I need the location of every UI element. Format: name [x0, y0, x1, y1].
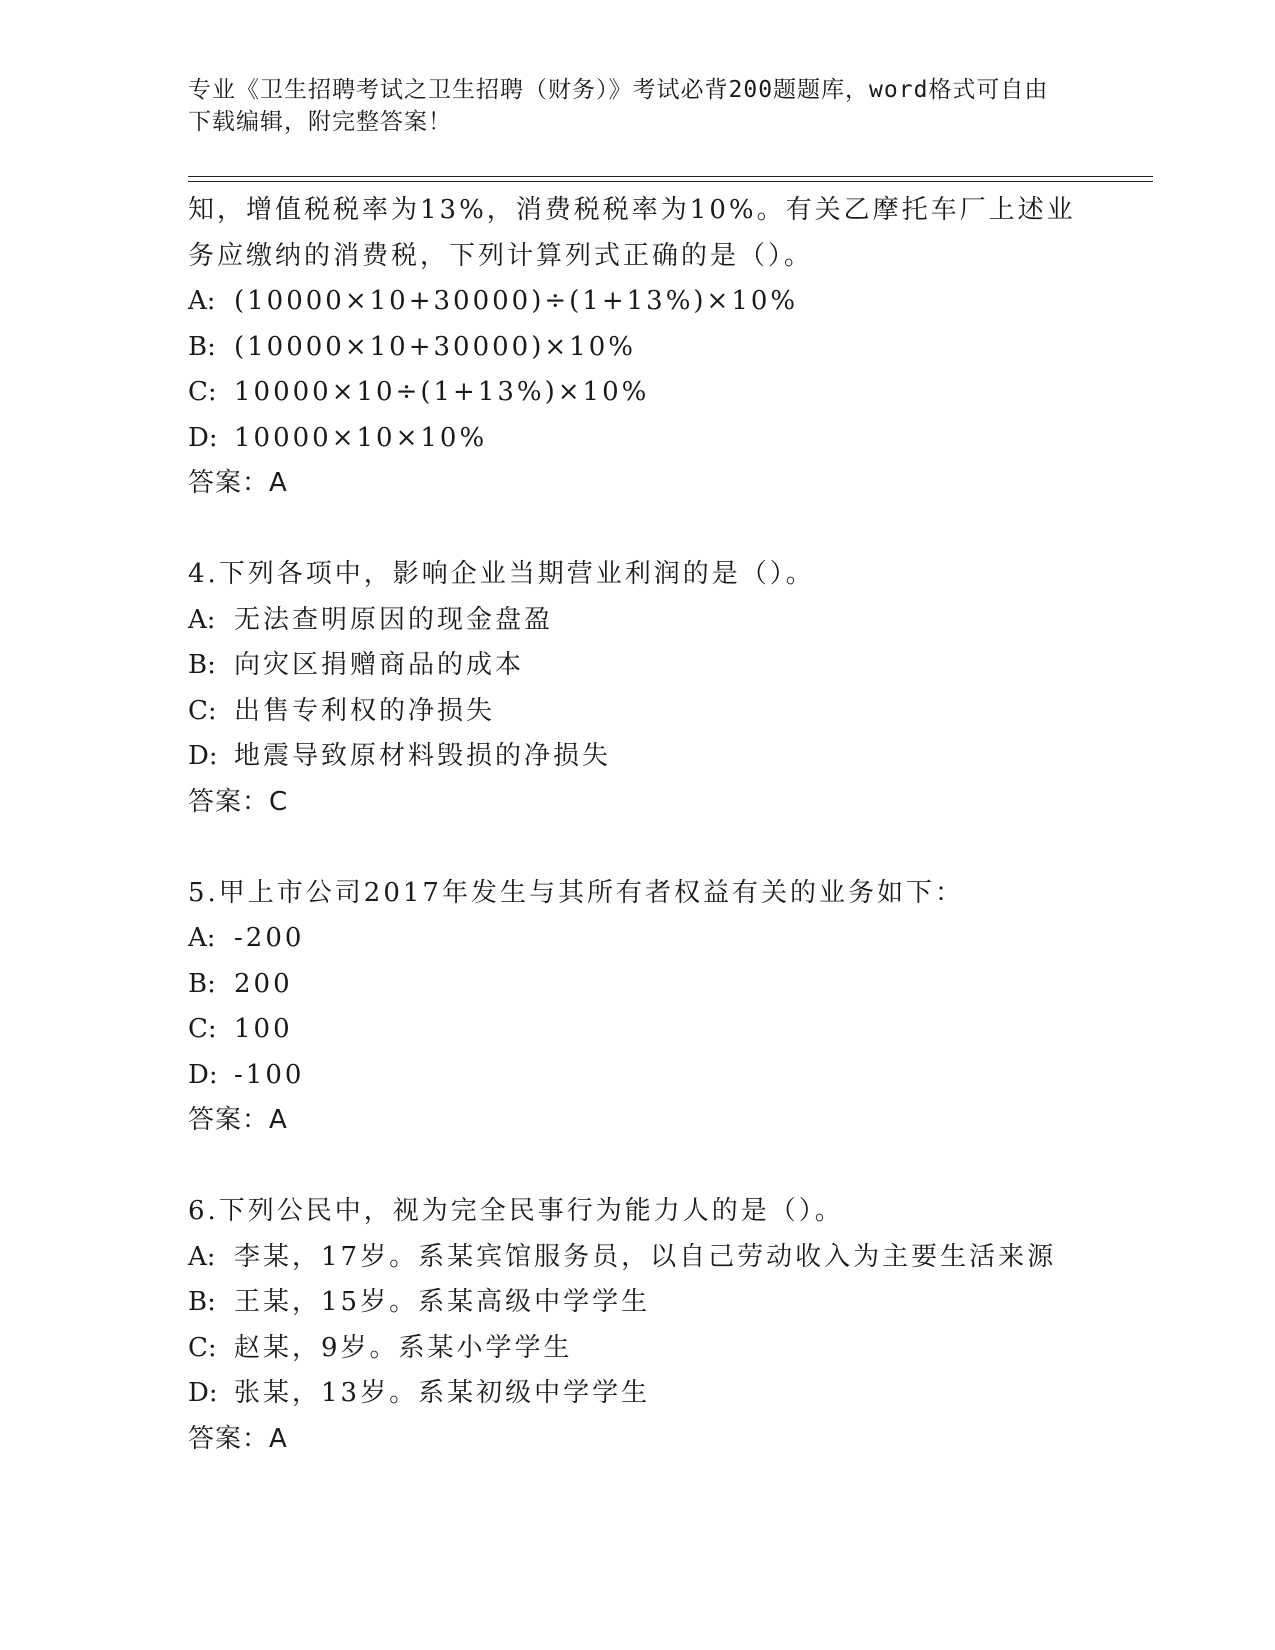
question-stem: 4.下列各项中，影响企业当期营业利润的是（）。: [188, 559, 815, 589]
option-key: C:: [188, 695, 217, 726]
spacer: [188, 507, 1128, 553]
option-b: [188, 1280, 1128, 1326]
question-stem: 6.下列公民中，视为完全民事行为能力人的是（）。: [188, 1196, 844, 1226]
option-text: 向灾区捐赠商品的成本: [234, 650, 525, 680]
question-6: [188, 1189, 1128, 1462]
answer: 答案：A: [188, 1105, 288, 1135]
option-text: 赵某，9岁。系某小学学生: [234, 1332, 573, 1363]
option-text: 王某，15岁。系某高级中学学生: [234, 1287, 651, 1317]
answer: 答案：A: [188, 1423, 288, 1454]
option-text: -100: [234, 1059, 305, 1090]
option-text: 出售专利权的净损失: [234, 695, 496, 726]
option-a: [188, 1235, 1128, 1281]
answer: 答案：C: [188, 786, 289, 817]
option-text: (10000×10+30000)×10%: [234, 331, 636, 362]
header-divider-top: [188, 176, 1153, 177]
option-a: [188, 598, 1128, 644]
option-d: [188, 416, 1128, 462]
question-3: [188, 188, 1128, 507]
question-stem: 5.甲上市公司2017年发生与其所有者权益有关的业务如下：: [188, 877, 964, 908]
option-key: D:: [188, 741, 218, 771]
option-key: A:: [188, 286, 216, 316]
option-text: 张某，13岁。系某初级中学学生: [234, 1378, 651, 1408]
option-text: 200: [234, 968, 293, 999]
option-c: [188, 1326, 1128, 1372]
option-a: [188, 916, 1128, 962]
option-key: B:: [188, 968, 216, 999]
option-a: [188, 279, 1128, 325]
option-b: [188, 325, 1128, 371]
option-d: [188, 734, 1128, 780]
option-key: C:: [188, 377, 217, 407]
option-key: D:: [188, 1378, 218, 1408]
option-text: 100: [234, 1014, 293, 1044]
question-5: [188, 871, 1128, 1144]
option-text: 李某，17岁。系某宾馆服务员，以自己劳动收入为主要生活来源: [234, 1241, 1057, 1272]
spacer: [188, 1144, 1128, 1190]
header-divider-bottom: [188, 181, 1153, 182]
option-key: D:: [188, 422, 218, 453]
option-text: (10000×10+30000)÷(1+13%)×10%: [234, 286, 799, 316]
option-key: C:: [188, 1332, 217, 1363]
document-header: [188, 74, 1068, 138]
option-text: 10000×10÷(1+13%)×10%: [234, 377, 650, 407]
option-text: 地震导致原材料毁损的净损失: [234, 741, 612, 771]
option-text: 10000×10×10%: [234, 422, 488, 453]
option-key: B:: [188, 650, 216, 680]
option-key: D:: [188, 1059, 218, 1090]
answer: 答案：A: [188, 468, 288, 498]
document-title: 专业《卫生招聘考试之卫生招聘（财务）》考试必背200题题库，word格式可自由下载编辑，附完整答案！: [188, 77, 1049, 135]
question-4: [188, 552, 1128, 825]
option-b: [188, 643, 1128, 689]
option-d: [188, 1371, 1128, 1417]
option-text: -200: [234, 923, 305, 953]
option-c: [188, 370, 1128, 416]
option-key: A:: [188, 604, 216, 635]
spacer: [188, 825, 1128, 871]
option-b: [188, 962, 1128, 1008]
option-key: C:: [188, 1014, 217, 1044]
option-key: B:: [188, 1287, 216, 1317]
option-text: 无法查明原因的现金盘盈: [234, 604, 554, 635]
option-key: A:: [188, 923, 216, 953]
option-d: [188, 1053, 1128, 1099]
option-key: B:: [188, 331, 216, 362]
option-key: A:: [188, 1241, 216, 1272]
option-c: [188, 689, 1128, 735]
option-c: [188, 1007, 1128, 1053]
question-list: [188, 188, 1128, 1462]
question-stem: 知，增值税税率为13%，消费税税率为10%。有关乙摩托车厂上述业: [188, 195, 1076, 225]
question-stem: 务应缴纳的消费税，下列计算列式正确的是（）。: [188, 240, 814, 271]
